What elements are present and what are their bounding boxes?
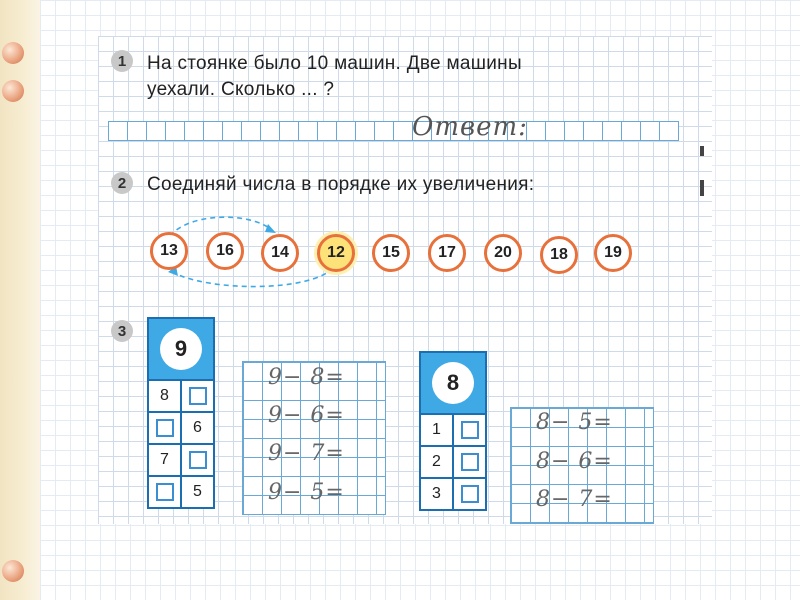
house-cell: 8	[149, 381, 182, 411]
house-cell-empty[interactable]	[182, 445, 213, 475]
number-circle[interactable]: 18	[540, 236, 578, 274]
equation: 9− 5=	[268, 480, 345, 505]
number-house-9	[147, 317, 215, 509]
house-cell-empty[interactable]	[454, 479, 485, 509]
equation: 9− 7=	[268, 441, 345, 466]
equation: 8− 6=	[536, 449, 613, 474]
equation: 8− 5=	[536, 410, 613, 435]
number-circle[interactable]: 15	[372, 234, 410, 272]
number-circle[interactable]: 17	[428, 234, 466, 272]
house-cell-empty[interactable]	[454, 447, 485, 477]
equation: 8− 7=	[536, 487, 613, 512]
task-1-number: 1	[111, 50, 133, 72]
answer-label: Ответ:	[412, 112, 528, 142]
house-cell-empty[interactable]	[454, 415, 485, 445]
house-roof	[421, 353, 485, 415]
number-circle[interactable]: 13	[150, 232, 188, 270]
house-cell: 7	[149, 445, 182, 475]
task-1-text-line1: На стоянке было 10 машин. Две машины	[147, 53, 522, 74]
equation: 9− 8=	[268, 365, 345, 390]
number-circle[interactable]: 20	[484, 234, 522, 272]
house-cell-empty[interactable]	[182, 381, 213, 411]
task-1-text-line2: уехали. Сколько ... ?	[147, 79, 335, 100]
task-3-number: 3	[111, 320, 133, 342]
house-cell-empty[interactable]	[149, 413, 182, 443]
house-cell: 6	[193, 419, 202, 436]
number-house-8	[419, 351, 487, 511]
task-2-number: 2	[111, 172, 133, 194]
number-circle-highlighted[interactable]: 12	[317, 234, 355, 272]
answer-box[interactable]	[156, 419, 174, 437]
number-circle[interactable]: 14	[261, 234, 299, 272]
answer-box[interactable]	[189, 451, 207, 469]
equation: 9− 6=	[268, 403, 345, 428]
house-cell: 5	[193, 483, 202, 500]
answer-box[interactable]	[461, 453, 479, 471]
answer-box[interactable]	[189, 387, 207, 405]
answer-box[interactable]	[461, 485, 479, 503]
house-cell: 2	[421, 447, 454, 477]
task-2-instruction: Соединяй числа в порядке их увеличения:	[147, 174, 535, 195]
number-circle[interactable]: 16	[206, 232, 244, 270]
answer-box[interactable]	[461, 421, 479, 439]
house-cell-empty[interactable]	[149, 477, 182, 507]
house-cell: 3	[421, 479, 454, 509]
house-cell: 1	[421, 415, 454, 445]
house-roof	[149, 319, 213, 381]
house-number: 9	[160, 328, 202, 370]
answer-box[interactable]	[156, 483, 174, 501]
house-number: 8	[432, 362, 474, 404]
number-circle[interactable]: 19	[594, 234, 632, 272]
